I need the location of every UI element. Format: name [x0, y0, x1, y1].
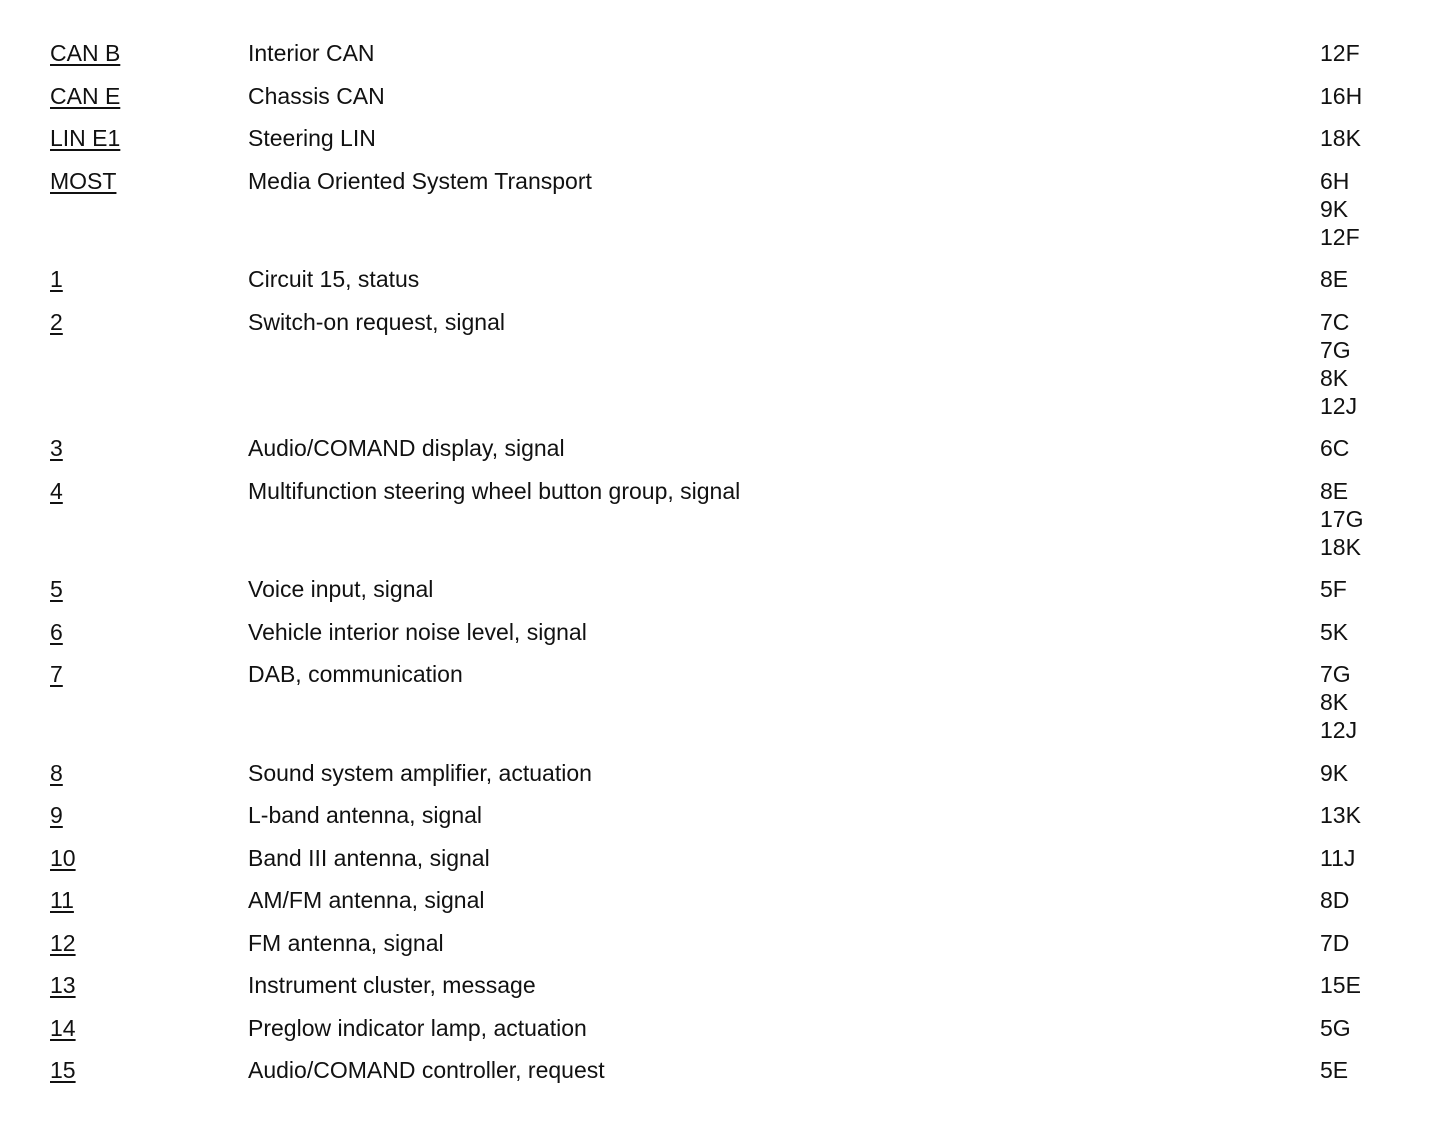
grid-reference-list [1320, 167, 1390, 251]
grid-reference: 8K [1320, 364, 1349, 391]
grid-reference: 6C [1320, 435, 1350, 461]
signal-code-link[interactable]: 12 [50, 929, 76, 956]
grid-reference-list [1320, 39, 1390, 67]
grid-reference: 5E [1320, 1057, 1349, 1083]
signal-code-link[interactable]: 2 [50, 308, 63, 335]
signal-description: Media Oriented System Transport [248, 167, 592, 194]
grid-reference-list [1320, 971, 1390, 999]
legend-row [50, 886, 1390, 914]
legend-row [50, 1056, 1390, 1084]
signal-code-link[interactable]: 11 [50, 887, 74, 913]
signal-description: Audio/COMAND display, signal [248, 435, 565, 461]
signal-code-link[interactable]: MOST [50, 167, 117, 194]
signal-description: Voice input, signal [248, 576, 434, 602]
grid-reference-list [1320, 434, 1390, 462]
grid-reference: 5G [1320, 1014, 1351, 1041]
legend-row [50, 39, 1390, 67]
signal-code-link[interactable]: 6 [50, 618, 63, 645]
signal-description: Band III antenna, signal [248, 844, 490, 871]
grid-reference: 11J [1320, 844, 1356, 871]
grid-reference-list [1320, 477, 1390, 561]
signal-description: Switch-on request, signal [248, 308, 505, 335]
legend-row [50, 1014, 1390, 1042]
signal-code-link[interactable]: 1 [50, 266, 63, 292]
signal-description: FM antenna, signal [248, 929, 444, 956]
legend-row [50, 82, 1390, 110]
grid-reference-list [1320, 929, 1390, 957]
legend-row [50, 971, 1390, 999]
grid-reference-list [1320, 124, 1390, 152]
grid-reference: 12J [1320, 717, 1358, 743]
grid-reference: 18K [1320, 125, 1361, 151]
signal-description: AM/FM antenna, signal [248, 887, 485, 913]
grid-reference-list [1320, 886, 1390, 914]
signal-code-link[interactable]: 15 [50, 1057, 76, 1083]
signal-description: Chassis CAN [248, 82, 385, 109]
grid-reference-list [1320, 801, 1390, 829]
signal-code-link[interactable]: 14 [50, 1014, 76, 1041]
signal-code-link[interactable]: 9 [50, 802, 63, 828]
signal-description: Interior CAN [248, 40, 375, 66]
grid-reference: 12F [1320, 223, 1360, 250]
grid-reference: 12J [1320, 392, 1358, 419]
grid-reference-list [1320, 1056, 1390, 1084]
signal-code-link[interactable]: 7 [50, 661, 63, 687]
signal-legend [50, 39, 1390, 1099]
grid-reference-list [1320, 82, 1390, 110]
grid-reference: 7C [1320, 308, 1350, 335]
signal-code-link[interactable]: 3 [50, 435, 63, 461]
signal-description: Audio/COMAND controller, request [248, 1057, 605, 1083]
signal-code-link[interactable]: LIN E1 [50, 125, 121, 151]
legend-row [50, 801, 1390, 829]
grid-reference-list [1320, 575, 1390, 603]
grid-reference: 8E [1320, 477, 1349, 504]
signal-code-link[interactable]: 5 [50, 576, 63, 602]
grid-reference: 12F [1320, 40, 1360, 66]
grid-reference: 13K [1320, 802, 1361, 828]
grid-reference: 17G [1320, 505, 1364, 532]
signal-description: Sound system amplifier, actuation [248, 759, 592, 786]
signal-description: Steering LIN [248, 125, 376, 151]
grid-reference: 5F [1320, 576, 1347, 602]
grid-reference-list [1320, 759, 1390, 787]
legend-row [50, 660, 1390, 744]
grid-reference: 7G [1320, 336, 1351, 363]
legend-row [50, 575, 1390, 603]
grid-reference: 8D [1320, 887, 1350, 913]
grid-reference-list [1320, 1014, 1390, 1042]
grid-reference-list [1320, 618, 1390, 646]
signal-description: Instrument cluster, message [248, 972, 536, 998]
legend-row [50, 308, 1390, 420]
legend-row [50, 124, 1390, 152]
grid-reference: 6H [1320, 167, 1350, 194]
signal-description: DAB, communication [248, 661, 463, 687]
signal-description: Multifunction steering wheel button group, signal [248, 477, 741, 504]
signal-code-link[interactable]: CAN E [50, 82, 121, 109]
grid-reference-list [1320, 308, 1390, 420]
grid-reference: 16H [1320, 82, 1363, 109]
legend-row [50, 477, 1390, 561]
grid-reference: 9K [1320, 759, 1349, 786]
legend-row [50, 167, 1390, 251]
grid-reference: 8K [1320, 689, 1349, 715]
grid-reference: 15E [1320, 972, 1361, 998]
grid-reference: 9K [1320, 195, 1349, 222]
legend-row [50, 434, 1390, 462]
signal-code-link[interactable]: 13 [50, 972, 76, 998]
legend-row [50, 844, 1390, 872]
signal-description: L-band antenna, signal [248, 802, 483, 828]
grid-reference: 7D [1320, 929, 1350, 956]
legend-row [50, 759, 1390, 787]
signal-description: Vehicle interior noise level, signal [248, 618, 587, 645]
signal-code-link[interactable]: CAN B [50, 40, 121, 66]
grid-reference-list [1320, 660, 1390, 744]
legend-row [50, 929, 1390, 957]
grid-reference-list [1320, 265, 1390, 293]
signal-code-link[interactable]: 10 [50, 844, 76, 871]
legend-row [50, 618, 1390, 646]
grid-reference: 5K [1320, 618, 1349, 645]
grid-reference: 18K [1320, 533, 1361, 560]
legend-row [50, 265, 1390, 293]
signal-description: Preglow indicator lamp, actuation [248, 1014, 587, 1041]
grid-reference: 7G [1320, 661, 1351, 687]
grid-reference-list [1320, 844, 1390, 872]
signal-code-link[interactable]: 4 [50, 477, 63, 504]
grid-reference: 8E [1320, 266, 1349, 292]
signal-description: Circuit 15, status [248, 266, 420, 292]
signal-code-link[interactable]: 8 [50, 759, 63, 786]
